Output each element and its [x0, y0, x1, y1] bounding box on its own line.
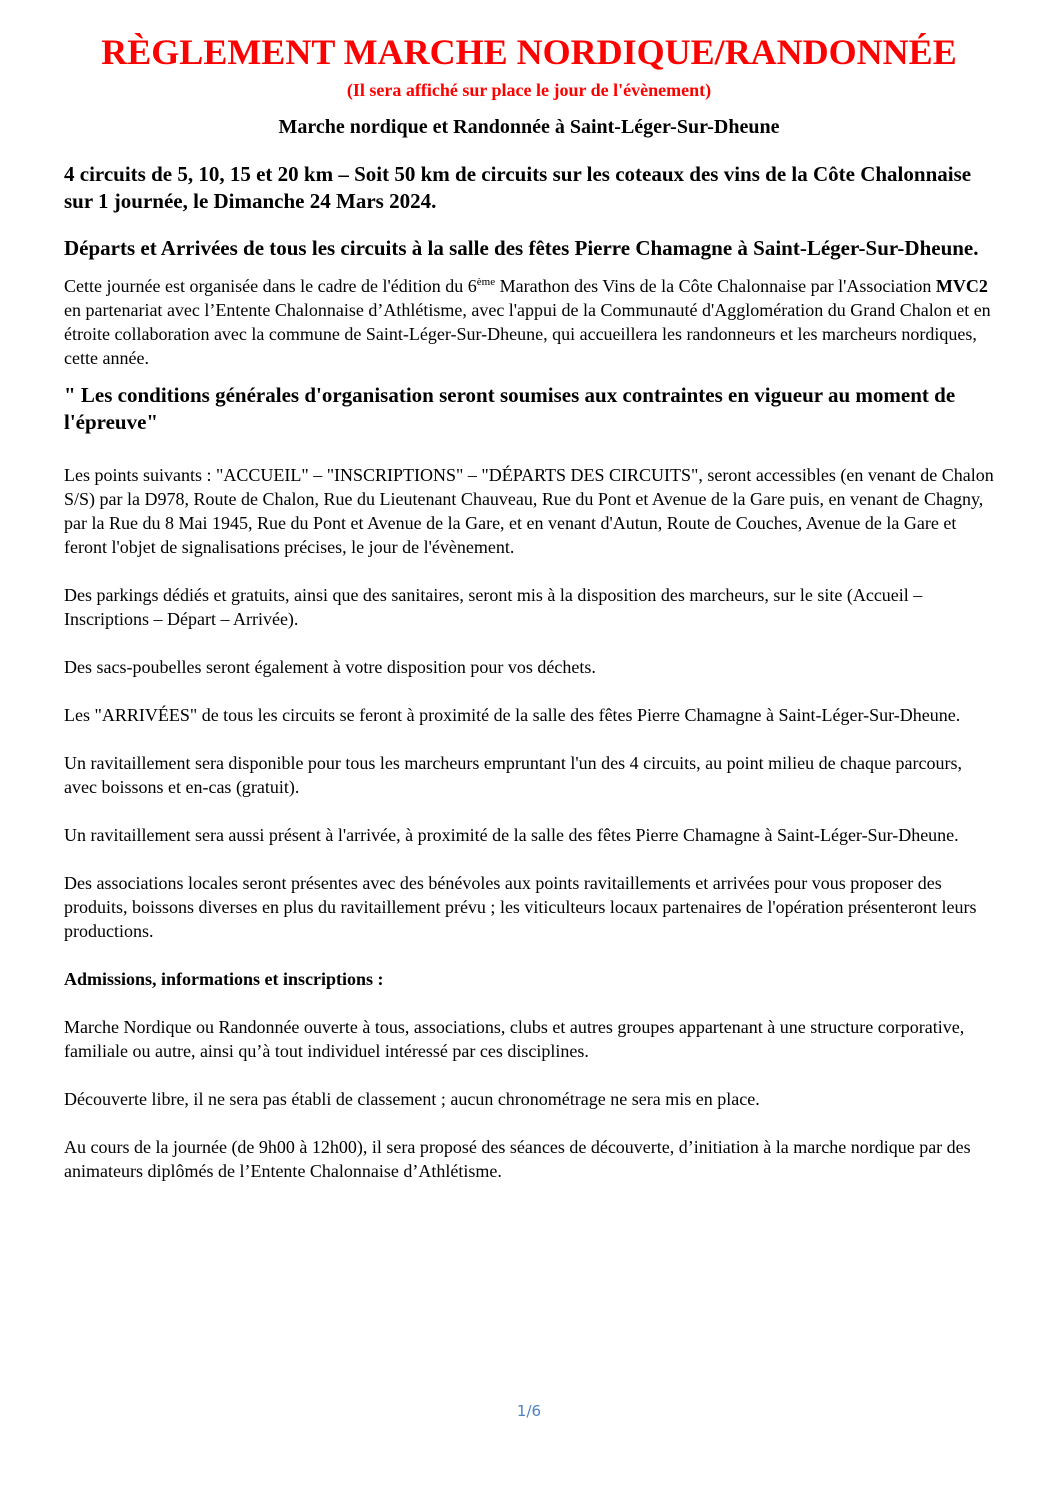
sessions-paragraph: Au cours de la journée (de 9h00 à 12h00), il sera proposé des séances de découverte, d’initiation à la marche nordique par des animateurs diplômés de l’Entente Chalonnaise d’Athlétisme. [64, 1137, 971, 1181]
circuits-summary: 4 circuits de 5, 10, 15 et 20 km – Soit 50 km de circuits sur les coteaux des vins de la Côte Chalonnaise sur 1 journée, le Dimanche 24 Mars 2024. [64, 162, 972, 213]
departures-info: Départs et Arrivées de tous les circuits à la salle des fêtes Pierre Chamagne à Saint-Léger-Sur-Dheune. [64, 236, 979, 260]
arrivals-paragraph: Les "ARRIVÉES" de tous les circuits se feront à proximité de la salle des fêtes Pierre Chamagne à Saint-Léger-Sur-Dheune. [64, 705, 961, 725]
conditions-statement: " Les conditions générales d'organisation seront soumises aux contraintes en vigueur au moment de l'épreuve" [64, 383, 956, 434]
document-title: RÈGLEMENT MARCHE NORDIQUE/RANDONNÉE [101, 32, 957, 72]
document-subtitle: (Il sera affiché sur place le jour de l'évènement) [346, 80, 712, 100]
association-name: MVC2 [935, 276, 988, 296]
page-number: 1/6 [516, 1402, 542, 1420]
organisation-text-1: Cette journée est organisée dans le cadre de l'édition du 6 [64, 276, 477, 296]
edition-superscript: ème [476, 276, 496, 288]
parking-paragraph: Des parkings dédiés et gratuits, ainsi que des sanitaires, seront mis à la disposition des marcheurs, sur le site (Accueil – Inscriptions – Départ – Arrivée). [64, 585, 923, 629]
associations-paragraph: Des associations locales seront présentes avec des bénévoles aux points ravitaillements et arrivées pour vous proposer des produits, boissons diverses en plus du ravitaillement prévu ; les viticulteurs locaux partenaires de l'opération présenteront leurs productions. [64, 873, 977, 941]
free-discovery-paragraph: Découverte libre, il ne sera pas établi de classement ; aucun chronométrage ne sera mis en place. [64, 1089, 760, 1109]
supply-paragraph-1: Un ravitaillement sera disponible pour tous les marcheurs empruntant l'un des 4 circuits, au point milieu de chaque parcours, avec boissons et en-cas (gratuit). [64, 753, 962, 797]
event-name: Marche nordique et Randonnée à Saint-Léger-Sur-Dheune [278, 116, 780, 138]
access-paragraph: Les points suivants : "ACCUEIL" – "INSCRIPTIONS" – "DÉPARTS DES CIRCUITS", seront accessibles (en venant de Chalon S/S) par la D978, Route de Chalon, Rue du Lieutenant Chauveau, Rue du Pont et Avenue de la Gare puis, en venant de Chagny, par la Rue du 8 Mai 1945, Rue du Pont et Avenue de la Gare, et en venant d'Autun, Route de Couches, Avenue de la Gare et feront l'objet de signalisations précises, le jour de l'évènement. [64, 465, 994, 557]
document-page [64, 30, 994, 1183]
organisation-text-3: en partenariat avec l’Entente Chalonnaise d’Athlétisme, avec l'appui de la Communauté d'Agglomération du Grand Chalon et en étroite collaboration avec la commune de Saint-Léger-Sur-Dheune, qui accueillera les randonneurs et les marcheurs nordiques, cette année. [64, 300, 991, 368]
supply-paragraph-2: Un ravitaillement sera aussi présent à l'arrivée, à proximité de la salle des fêtes Pierre Chamagne à Saint-Léger-Sur-Dheune. [64, 825, 959, 845]
bags-paragraph: Des sacs-poubelles seront également à votre disposition pour vos déchets. [64, 657, 596, 677]
admissions-open-paragraph: Marche Nordique ou Randonnée ouverte à tous, associations, clubs et autres groupes appartenant à une structure corporative, familiale ou autre, ainsi qu’à tout individuel intéressé par ces disciplines. [64, 1017, 965, 1061]
admissions-heading: Admissions, informations et inscriptions : [64, 969, 384, 989]
organisation-text-2: Marathon des Vins de la Côte Chalonnaise par l'Association [495, 276, 936, 296]
organisation-paragraph [64, 274, 994, 370]
